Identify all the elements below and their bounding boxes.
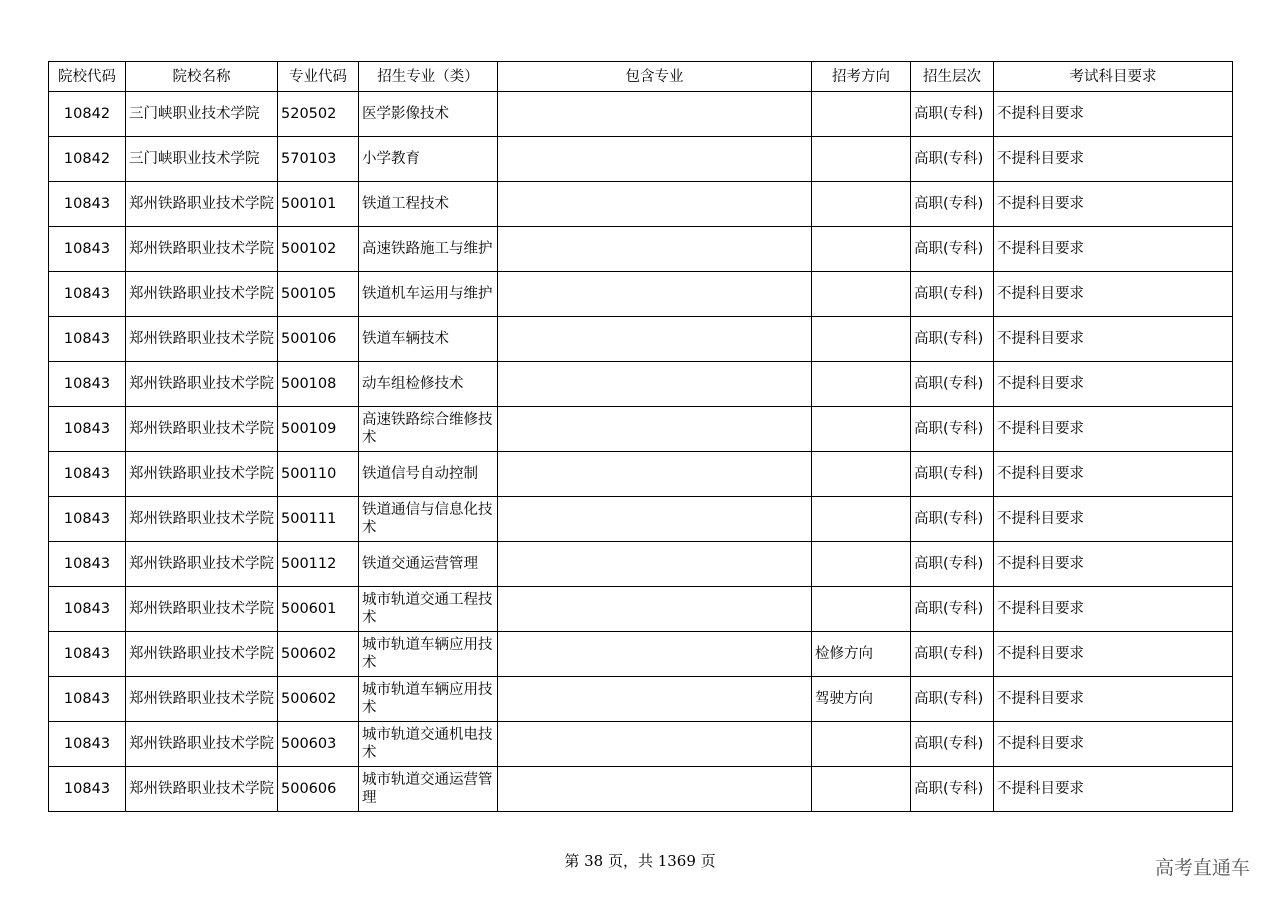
table-row [49, 137, 1233, 182]
direction-cell [812, 92, 911, 137]
school-name-cell: 三门峡职业技术学院 [126, 137, 278, 182]
major-code-cell: 500602 [278, 632, 359, 677]
school-name-cell: 郑州铁路职业技术学院 [126, 587, 278, 632]
table-row [49, 452, 1233, 497]
major-code-cell: 500606 [278, 767, 359, 812]
major-cell: 医学影像技术 [359, 92, 498, 137]
requirement-cell: 不提科目要求 [994, 677, 1233, 722]
level-cell: 高职(专科) [911, 722, 994, 767]
major-cell: 城市轨道交通工程技术 [359, 587, 498, 632]
school-code-cell: 10843 [49, 497, 126, 542]
direction-cell [812, 317, 911, 362]
direction-cell [812, 452, 911, 497]
major-cell: 铁道交通运营管理 [359, 542, 498, 587]
requirement-cell: 不提科目要求 [994, 92, 1233, 137]
school-name-cell: 郑州铁路职业技术学院 [126, 362, 278, 407]
level-cell: 高职(专科) [911, 92, 994, 137]
page-number: 第 38 页，共 1369 页 [564, 852, 716, 870]
table-row [49, 407, 1233, 452]
admissions-table [48, 61, 1233, 812]
level-cell: 高职(专科) [911, 182, 994, 227]
major-code-cell: 500105 [278, 272, 359, 317]
requirement-cell: 不提科目要求 [994, 542, 1233, 587]
level-cell: 高职(专科) [911, 452, 994, 497]
requirement-cell: 不提科目要求 [994, 137, 1233, 182]
requirement-cell: 不提科目要求 [994, 722, 1233, 767]
major-cell: 铁道信号自动控制 [359, 452, 498, 497]
table-row [49, 497, 1233, 542]
school-name-cell: 郑州铁路职业技术学院 [126, 407, 278, 452]
table-row [49, 542, 1233, 587]
table-row [49, 677, 1233, 722]
school-code-cell: 10843 [49, 182, 126, 227]
major-cell: 动车组检修技术 [359, 362, 498, 407]
school-name-cell: 郑州铁路职业技术学院 [126, 497, 278, 542]
school-code-cell: 10843 [49, 542, 126, 587]
major-code-cell: 500112 [278, 542, 359, 587]
school-name-cell: 郑州铁路职业技术学院 [126, 317, 278, 362]
direction-cell: 驾驶方向 [812, 677, 911, 722]
school-code-cell: 10843 [49, 272, 126, 317]
level-cell: 高职(专科) [911, 317, 994, 362]
direction-cell [812, 227, 911, 272]
school-code-cell: 10843 [49, 722, 126, 767]
watermark: 高考直通车 [1154, 857, 1250, 879]
requirement-cell: 不提科目要求 [994, 182, 1233, 227]
school-name-cell: 郑州铁路职业技术学院 [126, 677, 278, 722]
school-code-cell: 10843 [49, 227, 126, 272]
column-header: 招考方向 [812, 62, 911, 92]
school-name-cell: 三门峡职业技术学院 [126, 92, 278, 137]
major-cell: 铁道机车运用与维护 [359, 272, 498, 317]
requirement-cell: 不提科目要求 [994, 227, 1233, 272]
included-majors-cell [498, 92, 812, 137]
major-cell: 铁道通信与信息化技术 [359, 497, 498, 542]
level-cell: 高职(专科) [911, 272, 994, 317]
major-code-cell: 500110 [278, 452, 359, 497]
school-name-cell: 郑州铁路职业技术学院 [126, 542, 278, 587]
requirement-cell: 不提科目要求 [994, 362, 1233, 407]
school-code-cell: 10843 [49, 362, 126, 407]
major-cell: 城市轨道车辆应用技术 [359, 632, 498, 677]
major-code-cell: 500111 [278, 497, 359, 542]
school-code-cell: 10843 [49, 632, 126, 677]
direction-cell [812, 497, 911, 542]
table-row [49, 92, 1233, 137]
requirement-cell: 不提科目要求 [994, 452, 1233, 497]
level-cell: 高职(专科) [911, 767, 994, 812]
requirement-cell: 不提科目要求 [994, 497, 1233, 542]
table-row [49, 722, 1233, 767]
direction-cell [812, 362, 911, 407]
included-majors-cell [498, 542, 812, 587]
table-body [49, 92, 1233, 812]
requirement-cell: 不提科目要求 [994, 632, 1233, 677]
school-code-cell: 10843 [49, 587, 126, 632]
school-name-cell: 郑州铁路职业技术学院 [126, 767, 278, 812]
major-cell: 铁道车辆技术 [359, 317, 498, 362]
requirement-cell: 不提科目要求 [994, 767, 1233, 812]
major-code-cell: 570103 [278, 137, 359, 182]
included-majors-cell [498, 227, 812, 272]
table-row [49, 767, 1233, 812]
major-cell: 城市轨道交通运营管理 [359, 767, 498, 812]
school-code-cell: 10842 [49, 137, 126, 182]
direction-cell [812, 767, 911, 812]
included-majors-cell [498, 137, 812, 182]
level-cell: 高职(专科) [911, 587, 994, 632]
major-code-cell: 500603 [278, 722, 359, 767]
table-row [49, 632, 1233, 677]
column-header: 招生层次 [911, 62, 994, 92]
school-name-cell: 郑州铁路职业技术学院 [126, 722, 278, 767]
included-majors-cell [498, 677, 812, 722]
direction-cell [812, 182, 911, 227]
major-code-cell: 500602 [278, 677, 359, 722]
school-code-cell: 10843 [49, 452, 126, 497]
direction-cell [812, 137, 911, 182]
direction-cell [812, 407, 911, 452]
included-majors-cell [498, 497, 812, 542]
school-code-cell: 10843 [49, 767, 126, 812]
table-row [49, 587, 1233, 632]
table-row [49, 317, 1233, 362]
included-majors-cell [498, 587, 812, 632]
level-cell: 高职(专科) [911, 137, 994, 182]
table-row [49, 182, 1233, 227]
school-name-cell: 郑州铁路职业技术学院 [126, 632, 278, 677]
direction-cell: 检修方向 [812, 632, 911, 677]
major-cell: 铁道工程技术 [359, 182, 498, 227]
school-name-cell: 郑州铁路职业技术学院 [126, 227, 278, 272]
requirement-cell: 不提科目要求 [994, 587, 1233, 632]
table-header-row [49, 62, 1233, 92]
level-cell: 高职(专科) [911, 677, 994, 722]
included-majors-cell [498, 767, 812, 812]
major-cell: 小学教育 [359, 137, 498, 182]
requirement-cell: 不提科目要求 [994, 317, 1233, 362]
direction-cell [812, 272, 911, 317]
requirement-cell: 不提科目要求 [994, 272, 1233, 317]
school-code-cell: 10843 [49, 407, 126, 452]
school-code-cell: 10842 [49, 92, 126, 137]
included-majors-cell [498, 272, 812, 317]
major-code-cell: 500601 [278, 587, 359, 632]
school-name-cell: 郑州铁路职业技术学院 [126, 272, 278, 317]
column-header: 包含专业 [498, 62, 812, 92]
major-code-cell: 520502 [278, 92, 359, 137]
major-code-cell: 500108 [278, 362, 359, 407]
school-code-cell: 10843 [49, 317, 126, 362]
school-name-cell: 郑州铁路职业技术学院 [126, 182, 278, 227]
school-code-cell: 10843 [49, 677, 126, 722]
major-cell: 高速铁路施工与维护 [359, 227, 498, 272]
column-header: 专业代码 [278, 62, 359, 92]
direction-cell [812, 587, 911, 632]
level-cell: 高职(专科) [911, 632, 994, 677]
major-cell: 城市轨道交通机电技术 [359, 722, 498, 767]
major-code-cell: 500109 [278, 407, 359, 452]
included-majors-cell [498, 362, 812, 407]
direction-cell [812, 722, 911, 767]
requirement-cell: 不提科目要求 [994, 407, 1233, 452]
included-majors-cell [498, 722, 812, 767]
major-cell: 城市轨道车辆应用技术 [359, 677, 498, 722]
column-header: 院校名称 [126, 62, 278, 92]
direction-cell [812, 542, 911, 587]
level-cell: 高职(专科) [911, 407, 994, 452]
column-header: 考试科目要求 [994, 62, 1233, 92]
table-row [49, 227, 1233, 272]
included-majors-cell [498, 407, 812, 452]
school-name-cell: 郑州铁路职业技术学院 [126, 452, 278, 497]
level-cell: 高职(专科) [911, 227, 994, 272]
level-cell: 高职(专科) [911, 542, 994, 587]
major-code-cell: 500102 [278, 227, 359, 272]
included-majors-cell [498, 452, 812, 497]
column-header: 院校代码 [49, 62, 126, 92]
major-cell: 高速铁路综合维修技术 [359, 407, 498, 452]
level-cell: 高职(专科) [911, 362, 994, 407]
table-row [49, 272, 1233, 317]
major-code-cell: 500101 [278, 182, 359, 227]
included-majors-cell [498, 182, 812, 227]
included-majors-cell [498, 317, 812, 362]
table-row [49, 362, 1233, 407]
column-header: 招生专业（类） [359, 62, 498, 92]
level-cell: 高职(专科) [911, 497, 994, 542]
included-majors-cell [498, 632, 812, 677]
major-code-cell: 500106 [278, 317, 359, 362]
